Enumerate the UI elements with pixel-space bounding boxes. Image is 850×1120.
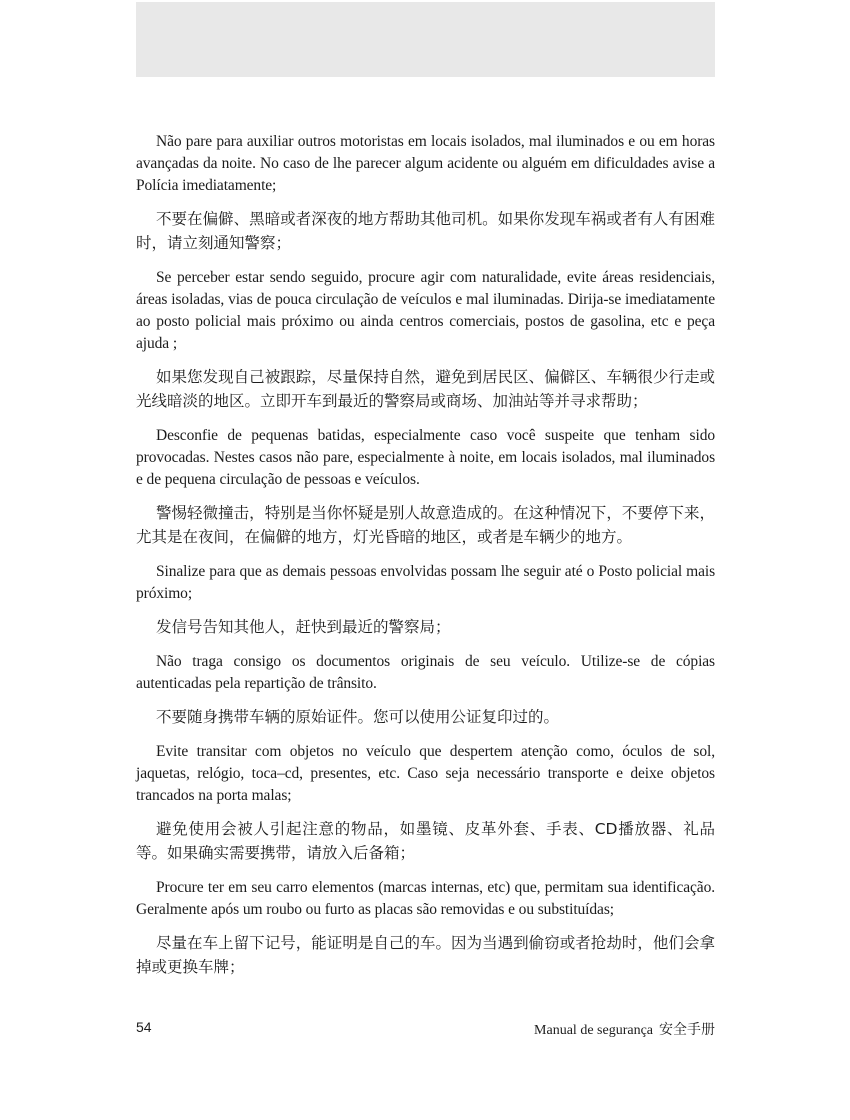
paragraph-zh: 如果您发现自己被跟踪，尽量保持自然，避免到居民区、偏僻区、车辆很少行走或光线暗淡的地区。立即开车到最近的警察局或商场、加油站等并寻求帮助； [136, 368, 715, 410]
running-footer-title [534, 1019, 715, 1039]
paragraph-pt: Desconfie de pequenas batidas, especialmente caso você suspeite que tenham sido provocadas. Nestes casos não pare, especialmente à noite, em locais isolados, mal iluminados e de pequena circulação de pessoas e veículos. [136, 427, 715, 488]
paragraph-zh: 警惕轻微撞击，特别是当你怀疑是别人故意造成的。在这种情况下，不要停下来，尤其是在夜间，在偏僻的地方，灯光昏暗的地区，或者是车辆少的地方。 [136, 504, 715, 546]
page-number: 54 [136, 1019, 152, 1035]
paragraph-pt: Procure ter em seu carro elementos (marcas internas, etc) que, permitam sua identificação. Geralmente após um roubo ou furto as placas são removidas e ou substituídas; [136, 879, 715, 918]
paragraph-zh: 不要在偏僻、黑暗或者深夜的地方帮助其他司机。如果你发现车祸或者有人有困难时，请立刻通知警察； [136, 210, 715, 252]
paragraph-pt: Não traga consigo os documentos originais de seu veículo. Utilize-se de cópias autenticadas pela repartição de trânsito. [136, 653, 715, 692]
paragraph-zh: 不要随身携带车辆的原始证件。您可以使用公证复印过的。 [156, 708, 560, 726]
paragraph-pt: Evite transitar com objetos no veículo que despertem atenção como, óculos de sol, jaquetas, relógio, toca–cd, presentes, etc. Caso seja necessário transporte e deixe objetos trancados na porta malas; [136, 743, 715, 804]
paragraph-zh: 避免使用会被人引起注意的物品，如墨镜、皮革外套、手表、CD播放器、礼品等。如果确实需要携带，请放入后备箱； [136, 820, 715, 862]
paragraph-pt: Sinalize para que as demais pessoas envolvidas possam lhe seguir até o Posto policial mais próximo; [136, 563, 715, 602]
footer-title-pt: Manual de segurança [534, 1023, 653, 1038]
paragraph-zh: 尽量在车上留下记号，能证明是自己的车。因为当遇到偷窃或者抢劫时，他们会拿掉或更换车牌； [136, 934, 715, 976]
paragraph-pt: Se perceber estar sendo seguido, procure agir com naturalidade, evite áreas residenciais, áreas isoladas, vias de pouca circulação de veículos e mal iluminadas. Dirija-se imediatamente ao posto policial mais próximo ou ainda centros comerciais, postos de gasolina, etc e peça ajuda ; [136, 269, 715, 352]
footer-title-zh: 安全手册 [659, 1022, 715, 1038]
paragraph-zh: 发信号告知其他人，赶快到最近的警察局； [156, 618, 451, 636]
page-content [136, 131, 715, 991]
header-band [136, 2, 715, 77]
paragraph-pt: Não pare para auxiliar outros motoristas em locais isolados, mal iluminados e ou em horas avançadas da noite. No caso de lhe parecer algum acidente ou alguém em dificuldades avise a Polícia imediatamente; [136, 133, 715, 194]
